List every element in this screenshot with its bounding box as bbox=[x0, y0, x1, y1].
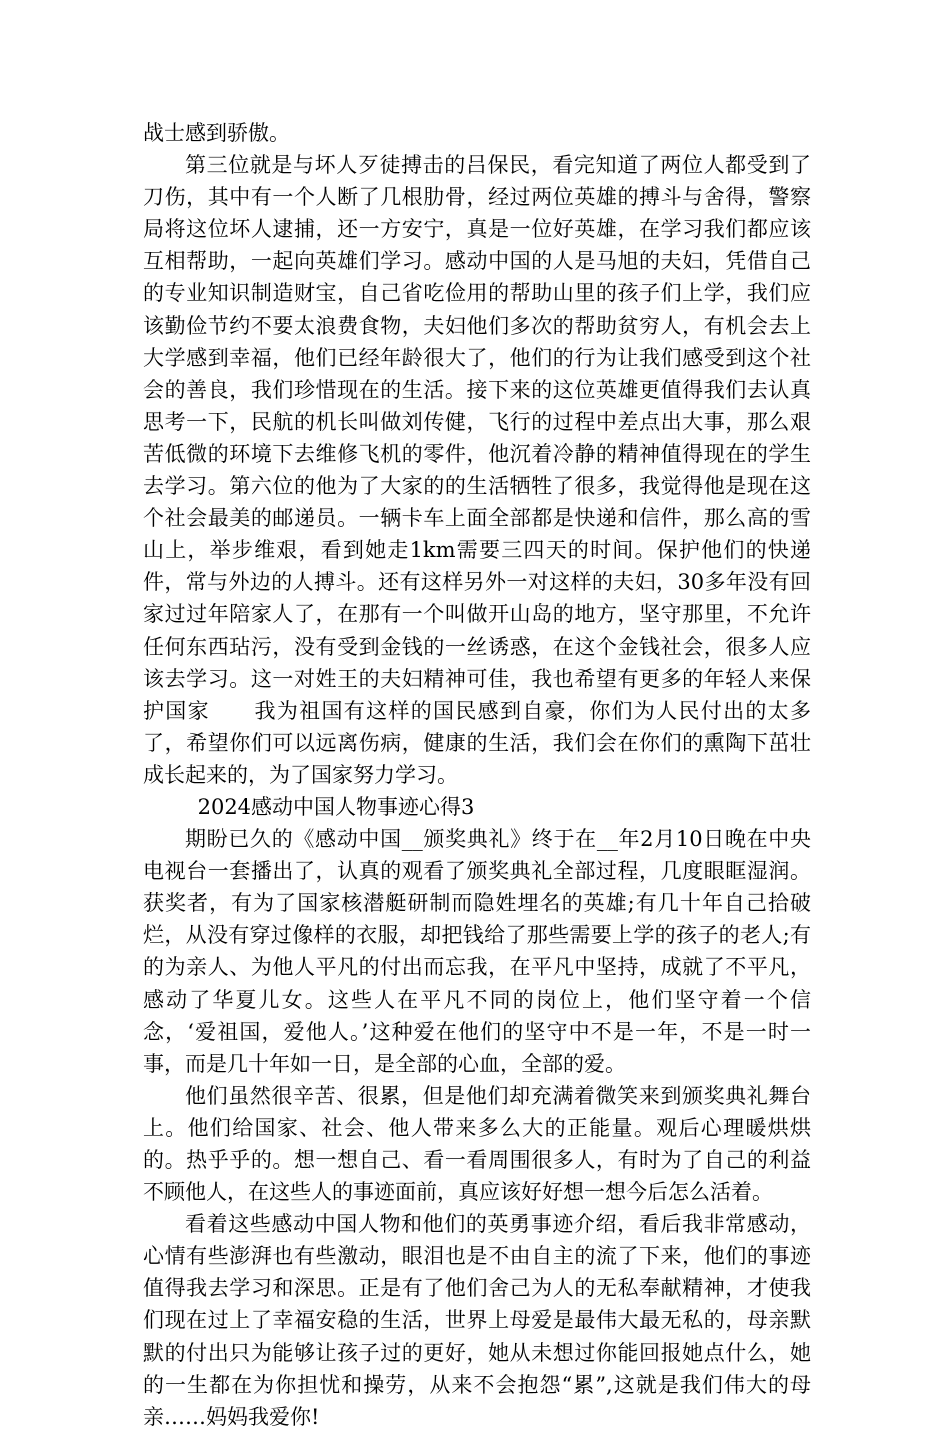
paragraph-heroes: 第三位就是与坏人歹徒搏击的吕保民，看完知道了两位人都受到了刀伤，其中有一个人断了几根肋骨，经过两位英雄的搏斗与舍得，警察局将这位坏人逮捕，还一方安宁，真是一位好英雄，在学习我们都应该互相帮助，一起向英雄们学习。感动中国的人是马旭的夫妇，凭借自己的专业知识制造财宝，自己省吃俭用的帮助山里的孩子们上学，我们应该勤俭节约不要太浪费食物，夫妇他们多次的帮助贫穷人，有机会去上大学感到幸福，他们已经年龄很大了，他们的行为让我们感受到这个社会的善良，我们珍惜现在的生活。接下来的这位英雄更值得我们去认真思考一下，民航的机长叫做刘传健，飞行的过程中差点出大事，那么艰苦低微的环境下去维修飞机的零件，他沉着冷静的精神值得现在的学生去学习。第六位的他为了大家的的生活牺牲了很多，我觉得他是现在这个社会最美的邮递员。一辆卡车上面全部都是快递和信件，那么高的雪山上，举步维艰，看到她走1km需要三四天的时间。保护他们的快递件，常与外边的人搏斗。还有这样另外一对这样的夫妇，30多年没有回家过过年陪家人了，在那有一个叫做开山岛的地方，坚守那里，不允许任何东西玷污，没有受到金钱的一丝诱惑，在这个金钱社会，很多人应该去学习。这一对姓王的夫妇精神可佳，我也希望有更多的年轻人来保护国家 我为祖国有这样的国民感到自豪，你们为人民付出的太多了，希望你们可以远离伤病，健康的生活，我们会在你们的熏陶下茁壮成长起来的，为了国家努力学习。 bbox=[143, 153, 811, 787]
paragraph-mother: 看着这些感动中国人物和他们的英勇事迹介绍，看后我非常感动，心情有些澎湃也有些激动，眼泪也是不由自主的流了下来，他们的事迹值得我去学习和深思。正是有了他们舍己为人的无私奉献精神，才使我们现在过上了幸福安稳的生活，世界上母爱是最伟大最无私的，母亲默默的付出只为能够让孩子过的更好，她从未想过你能回报她点什么，她的一生都在为你担忧和操劳，从来不会抱怨“累”,这就是我们伟大的母亲……妈妈我爱你! bbox=[143, 1212, 811, 1429]
document-page bbox=[143, 117, 811, 1433]
section-heading: 2024感动中国人物事迹心得3 bbox=[197, 794, 475, 819]
paragraph-reflection: 他们虽然很辛苦、很累，但是他们却充满着微笑来到颁奖典礼舞台上。他们给国家、社会、他人带来多么大的正能量。观后心理暖烘烘的。热乎乎的。想一想自己、看一看周围很多人，有时为了自己的利益不顾他人，在这些人的事迹面前，真应该好好想一想今后怎么活着。 bbox=[143, 1083, 811, 1205]
paragraph-ceremony: 期盼已久的《感动中国__颁奖典礼》终于在__年2月10日晚在中央电视台一套播出了，认真的观看了颁奖典礼全部过程，几度眼眶湿润。获奖者，有为了国家核潜艇研制而隐姓埋名的英雄;有几十年自己拾破烂，从没有穿过像样的衣服，却把钱给了那些需要上学的孩子的老人;有的为亲人、为他人平凡的付出而忘我，在平凡中坚持，成就了不平凡，感动了华夏儿女。这些人在平凡不同的岗位上，他们坚守着一个信念，‘爱祖国，爱他人。’这种爱在他们的坚守中不是一年，不是一时一事，而是几十年如一日，是全部的心血，全部的爱。 bbox=[143, 827, 811, 1076]
paragraph-continuation: 战士感到骄傲。 bbox=[143, 121, 290, 145]
